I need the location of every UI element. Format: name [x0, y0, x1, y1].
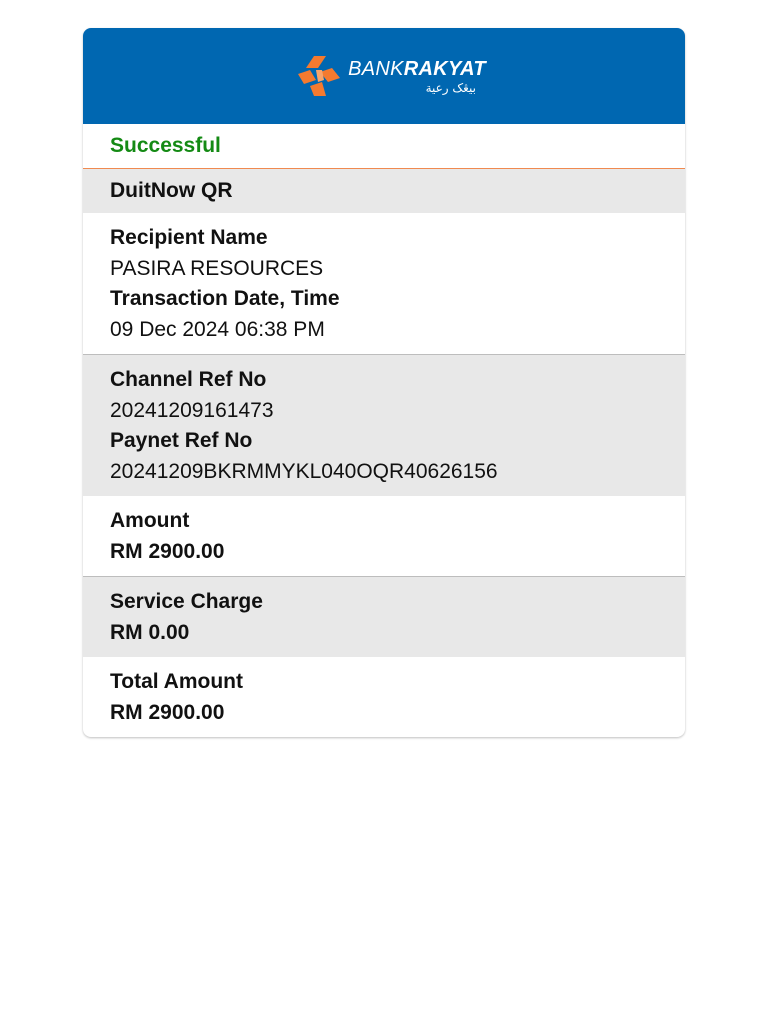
recipient-section: [83, 213, 685, 354]
amount-value: RM 2900.00: [110, 539, 225, 563]
bank-rakyat-logo-icon: [296, 54, 342, 98]
reference-section: [83, 354, 685, 496]
recipient-name-label: Recipient Name: [110, 226, 268, 249]
paynet-ref-label: Paynet Ref No: [110, 429, 253, 452]
channel-ref-value: 20241209161473: [110, 398, 274, 422]
receipt-header: [83, 28, 685, 124]
amount-label: Amount: [110, 509, 190, 532]
total-amount-section: [83, 657, 685, 737]
amount-section: [83, 496, 685, 576]
status-text: Successful: [110, 134, 221, 157]
transaction-datetime-value: 09 Dec 2024 06:38 PM: [110, 317, 325, 341]
total-amount-label: Total Amount: [110, 670, 243, 693]
transaction-datetime-label: Transaction Date, Time: [110, 287, 340, 310]
recipient-name-value: PASIRA RESOURCES: [110, 256, 324, 280]
service-charge-label: Service Charge: [110, 590, 263, 613]
bank-name-prefix: BANK: [348, 57, 404, 80]
transaction-receipt-card: [83, 28, 685, 737]
transaction-type: DuitNow QR: [83, 169, 685, 213]
bank-logo: [296, 54, 486, 98]
bank-wordmark: [348, 58, 486, 95]
service-charge-value: RM 0.00: [110, 620, 190, 644]
status-row: [83, 124, 685, 169]
bank-name: [348, 58, 486, 80]
bank-name-arabic: بيڠک رعية: [425, 80, 476, 95]
bank-name-suffix: RAKYAT: [403, 57, 486, 80]
service-charge-section: [83, 576, 685, 657]
paynet-ref-value: 20241209BKRMMYKL040OQR40626156: [110, 459, 498, 483]
total-amount-value: RM 2900.00: [110, 700, 225, 724]
channel-ref-label: Channel Ref No: [110, 368, 267, 391]
